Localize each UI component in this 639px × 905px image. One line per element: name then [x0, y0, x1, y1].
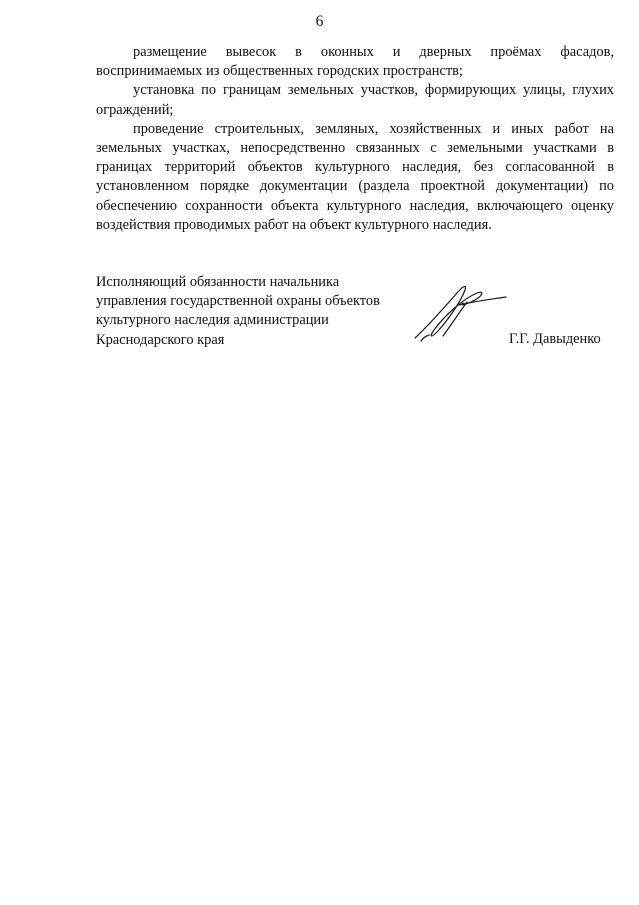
signature-block — [96, 273, 616, 353]
page-number: 6 — [315, 13, 324, 30]
paragraph-signage: размещение вывесок в оконных и дверных проёмах фасадов, воспринимаемых из общественных городских пространств; — [96, 44, 614, 80]
signer-position-line-2: управления государственной охраны объектов — [96, 293, 380, 310]
paragraph-works: проведение строительных, земляных, хозяйственных и иных работ на земельных участках, непосредственно связанных с земельными участками в границах территорий объектов культурного наследия, без согласованной в установленном порядке документации (раздела проектной документации) по обеспечению сохранности объекта культурного наследия, включающего оценку воздействия проводимых работ на объект культурного наследия. — [96, 120, 614, 233]
signer-position-line-3: культурного наследия администрации — [96, 312, 329, 329]
paragraph-fences: установка по границам земельных участков, формирующих улицы, глухих ограждений; — [96, 82, 614, 118]
signer-position-line-4: Краснодарского края — [96, 331, 225, 348]
signer-position — [96, 273, 380, 350]
document-body — [96, 43, 614, 235]
signer-name: Г.Г. Давыденко — [509, 331, 601, 347]
signer-position-line-1: Исполняющий обязанности начальника — [96, 274, 340, 290]
handwritten-signature — [413, 281, 508, 343]
